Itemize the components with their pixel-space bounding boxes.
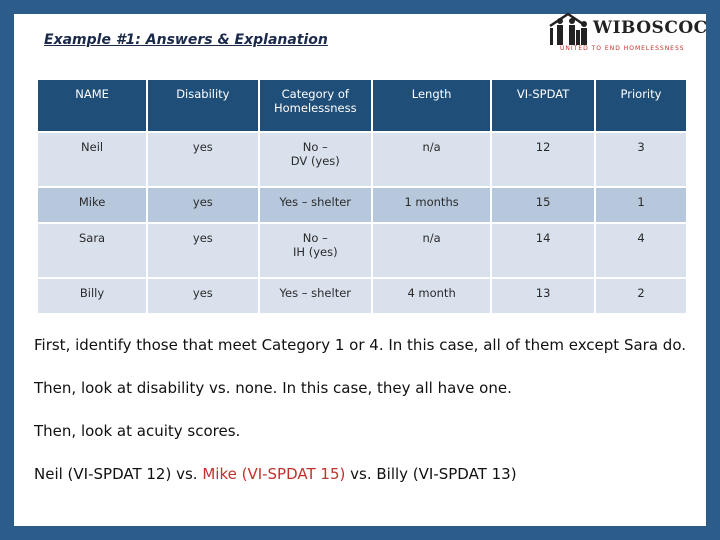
cell-disability: yes — [147, 187, 258, 223]
cell-priority: 1 — [595, 187, 687, 223]
logo-tagline: UNITED TO END HOMELESSNESS — [560, 45, 685, 52]
category-line: Yes – shelter — [279, 195, 352, 209]
cell-disability: yes — [147, 223, 258, 278]
header-priority: Priority — [595, 79, 687, 132]
cell-disability: yes — [147, 132, 258, 187]
cell-category — [259, 278, 372, 314]
cell-category — [259, 223, 372, 278]
cell-vispdat: 14 — [491, 223, 595, 278]
explanation-comparison — [34, 465, 517, 483]
category-line: No – — [302, 231, 328, 245]
header-category: Category of Homelessness — [259, 79, 372, 132]
cell-vispdat: 15 — [491, 187, 595, 223]
cell-priority: 3 — [595, 132, 687, 187]
cell-category — [259, 187, 372, 223]
slide — [14, 14, 706, 526]
cell-length: 4 month — [372, 278, 491, 314]
category-line: DV (yes) — [290, 154, 340, 168]
category-line: Yes – shelter — [279, 286, 352, 300]
cell-length: n/a — [372, 223, 491, 278]
cell-name: Mike — [37, 187, 147, 223]
cell-length: 1 months — [372, 187, 491, 223]
cell-category — [259, 132, 372, 187]
table-header-row — [37, 79, 687, 132]
slide-title: Example #1: Answers & Explanation — [44, 32, 328, 48]
cell-name: Neil — [37, 132, 147, 187]
cell-vispdat: 12 — [491, 132, 595, 187]
cell-name: Billy — [37, 278, 147, 314]
wiboscoc-logo — [546, 10, 708, 60]
category-line: No – — [302, 140, 328, 154]
cell-name: Sara — [37, 223, 147, 278]
table-row — [37, 132, 687, 187]
cell-vispdat: 13 — [491, 278, 595, 314]
table-row — [37, 223, 687, 278]
explanation-step-3: Then, look at acuity scores. — [34, 422, 241, 440]
explanation-step-2: Then, look at disability vs. none. In this case, they all have one. — [34, 379, 512, 397]
cell-disability: yes — [147, 278, 258, 314]
table-row — [37, 187, 687, 223]
table-row — [37, 278, 687, 314]
header-length: Length — [372, 79, 491, 132]
answers-table — [36, 78, 688, 315]
comparison-billy: vs. Billy (VI-SPDAT 13) — [345, 465, 517, 483]
category-line: IH (yes) — [293, 245, 338, 259]
comparison-mike-highlight: Mike (VI-SPDAT 15) — [202, 465, 346, 483]
logo-name: WIBOSCOC — [593, 18, 708, 38]
cell-priority: 2 — [595, 278, 687, 314]
header-vispdat: VI-SPDAT — [491, 79, 595, 132]
header-name: NAME — [37, 79, 147, 132]
people-house-icon — [546, 10, 596, 48]
explanation-step-1: First, identify those that meet Category 1 or 4. In this case, all of them except Sara do. — [34, 336, 686, 354]
cell-length: n/a — [372, 132, 491, 187]
comparison-neil: Neil (VI-SPDAT 12) vs. — [34, 465, 203, 483]
header-disability: Disability — [147, 79, 258, 132]
cell-priority: 4 — [595, 223, 687, 278]
